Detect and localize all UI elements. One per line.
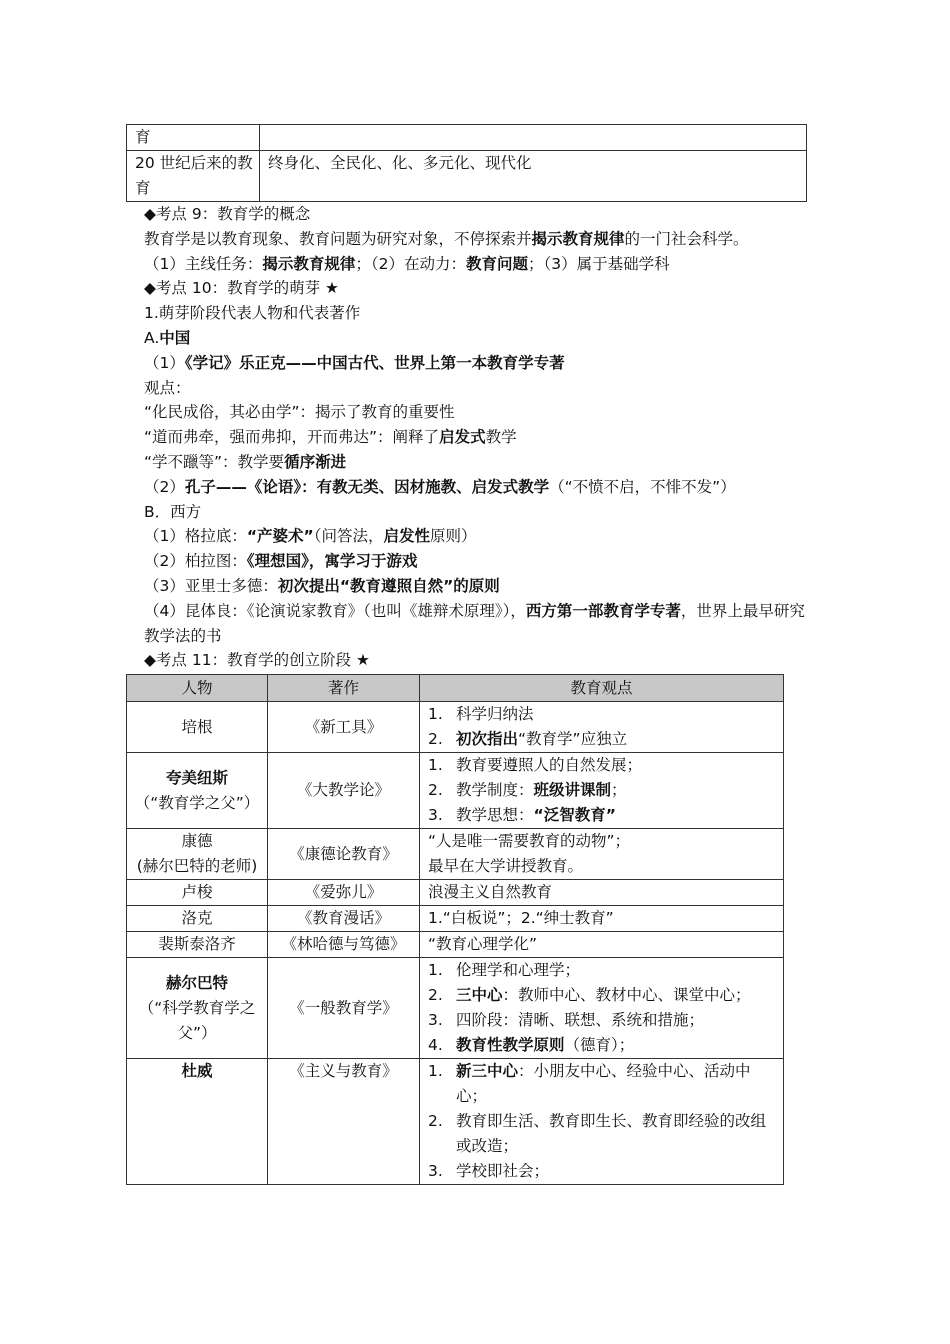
list-number: 1.	[428, 961, 443, 979]
text-run: ，世界上最早研究教学法的书	[144, 601, 805, 645]
table-row	[127, 906, 784, 932]
bold-text: 《理想国》，寓学习于游戏	[246, 552, 418, 571]
bold-text: 循序渐进	[284, 452, 347, 471]
text-run: “教育学”应独立	[518, 730, 628, 748]
list-item	[428, 803, 775, 828]
list-text	[456, 1059, 775, 1109]
bold-text: “泛智教育”	[533, 806, 616, 824]
list-text	[456, 803, 775, 828]
bold-text: 揭示教育规律	[262, 254, 356, 273]
text-run: （“不愤不启，不悱不发”）	[549, 477, 736, 496]
paragraph	[144, 574, 824, 599]
text-run: 原则）	[430, 527, 477, 546]
view-cell	[420, 1059, 784, 1185]
list-item	[428, 702, 775, 727]
person-cell	[127, 1059, 268, 1185]
list-item	[428, 1059, 775, 1109]
list-item	[428, 1109, 775, 1159]
view-cell: 浪漫主义自然教育	[420, 880, 784, 906]
table-row	[127, 880, 784, 906]
text-run: （2）柏拉图：	[144, 552, 247, 571]
list-number: 3.	[428, 1011, 443, 1029]
table-row	[127, 958, 784, 1059]
paragraph	[144, 475, 824, 500]
text-run: 教学	[485, 428, 517, 447]
section-heading: ◆考点 9：教育学的概念	[144, 205, 311, 223]
text-run: ；	[611, 781, 627, 799]
list-number: 1.	[428, 705, 443, 723]
text-run: （1）	[144, 353, 185, 372]
list-number: 2.	[428, 781, 443, 799]
table-cell: 育	[127, 125, 260, 151]
paragraph	[144, 252, 824, 277]
list-number: 2.	[428, 986, 443, 1004]
list-item	[428, 727, 775, 752]
text-run: （1）主线任务：	[144, 254, 263, 273]
bold-text: 中国	[159, 328, 191, 347]
table-header-row	[127, 675, 784, 702]
list-number: 3.	[428, 806, 443, 824]
view-cell: 1.“白板说”；2.“绅士教育”	[420, 906, 784, 932]
book-cell: 《教育漫话》	[268, 906, 420, 932]
bold-text: 三中心	[456, 986, 503, 1004]
text-run: （“教育学之父”）	[134, 793, 260, 812]
text-run: （“科学教育学之父”）	[138, 998, 256, 1042]
bold-text: 新三中心	[456, 1062, 519, 1080]
bold-text: 揭示教育规律	[531, 229, 625, 248]
paragraph	[144, 227, 824, 252]
bold-text: 《学记》乐正克——中国古代、世界上第一本教育学专著	[184, 353, 565, 372]
text-run: 教育学是以教育现象、教育问题为研究对象，不停探索并	[144, 229, 532, 248]
list-text	[456, 778, 775, 803]
column-header: 著作	[268, 675, 420, 702]
text-run: （德育）；	[564, 1036, 635, 1054]
bold-text: 启发式	[439, 428, 486, 447]
list-item	[428, 1159, 775, 1184]
book-cell: 《主义与教育》	[268, 1059, 420, 1185]
book-cell: 《一般教育学》	[268, 958, 420, 1059]
bold-text: 孔子——《论语》：有教无类、因材施教、启发式教学	[184, 477, 550, 496]
text-run: ；（2）在动力：	[355, 254, 467, 273]
text-run: “道而弗牵，强而弗抑，开而弗达”：阐释了	[144, 428, 440, 447]
text-run: ；（3）属于基础学科	[528, 254, 670, 273]
person-cell	[127, 753, 268, 829]
text-run: A.	[144, 328, 160, 347]
list-number: 2.	[428, 1112, 443, 1130]
list-text	[456, 1033, 775, 1058]
view-cell	[420, 829, 784, 880]
text-run: ：小朋友中心、经验中心、活动中心；	[456, 1062, 751, 1105]
paragraph	[144, 351, 824, 376]
list-text	[456, 983, 775, 1008]
body-text	[144, 202, 824, 673]
list-number: 2.	[428, 730, 443, 748]
text-run: （1）格拉底：	[144, 527, 247, 546]
table-row	[127, 829, 784, 880]
list-text: 学校即社会；	[456, 1162, 550, 1180]
bold-text: 西方第一部教育学专著	[525, 601, 681, 620]
paragraph	[144, 425, 824, 450]
list-number: 1.	[428, 756, 443, 774]
person-cell: 卢梭	[127, 880, 268, 906]
book-cell: 《爱弥儿》	[268, 880, 420, 906]
table-row	[127, 932, 784, 958]
table-row	[127, 1059, 784, 1185]
text-run: “学不躐等”：教学要	[144, 452, 285, 471]
table-cell: 20 世纪后来的教育	[127, 151, 260, 202]
section-heading: ◆考点 11：教育学的创立阶段 ★	[144, 651, 370, 670]
book-cell: 《大教学论》	[268, 753, 420, 829]
view-cell	[420, 958, 784, 1059]
book-cell: 《林哈德与笃德》	[268, 932, 420, 958]
list-item	[428, 1008, 775, 1033]
founders-table	[126, 674, 784, 1185]
paragraph	[144, 450, 824, 475]
text-run: 康德	[181, 832, 213, 850]
paragraph	[144, 524, 824, 549]
person-cell: 洛克	[127, 906, 268, 932]
text-run: 教学思想：	[456, 806, 534, 824]
paragraph	[144, 549, 824, 574]
table-cell: 终身化、全民化、化、多元化、现代化	[260, 151, 807, 202]
subheading: 1.萌芽阶段代表人物和代表著作	[144, 304, 361, 323]
view-cell	[420, 702, 784, 753]
text-run: （4）昆体良：《论演说家教育》（也叫《雄辩术原理》），	[144, 601, 526, 620]
list-item	[428, 983, 775, 1008]
paragraph	[144, 599, 809, 649]
subheading	[144, 326, 824, 351]
column-header: 教育观点	[420, 675, 784, 702]
subheading: B．西方	[144, 502, 202, 521]
section-heading: ◆考点 10：教育学的萌芽 ★	[144, 279, 339, 298]
list-text	[456, 727, 775, 752]
bold-text: 班级讲课制	[533, 781, 612, 799]
person-cell	[127, 829, 268, 880]
bold-text: 初次指出	[456, 730, 519, 748]
table-row	[127, 702, 784, 753]
list-number: 3.	[428, 1162, 443, 1180]
table-row	[127, 753, 784, 829]
person-cell: 培根	[127, 702, 268, 753]
table-cell	[260, 125, 807, 151]
bold-text: 教育问题	[466, 254, 529, 273]
person-cell: 裴斯泰洛齐	[127, 932, 268, 958]
bold-text: 夸美纽斯	[165, 768, 228, 787]
bold-text: 赫尔巴特	[165, 973, 228, 992]
list-item	[428, 753, 775, 778]
list-text: 教育要遵照人的自然发展；	[456, 756, 643, 774]
list-text: 教育即生活、教育即生长、教育即经验的改组或改造；	[456, 1112, 767, 1155]
bold-text: 教育性教学原则	[456, 1036, 565, 1054]
column-header: 人物	[127, 675, 268, 702]
table-row	[127, 125, 807, 151]
list-text: 伦理学和心理学；	[456, 961, 581, 979]
list-text: 四阶段：清晰、联想、系统和措施；	[456, 1011, 705, 1029]
text-run: （3）亚里士多德：	[144, 576, 278, 595]
view-cell	[420, 753, 784, 829]
text-run: （问答法，	[313, 527, 384, 546]
bold-text: 杜威	[181, 1062, 213, 1080]
person-cell	[127, 958, 268, 1059]
text-run: 教学制度：	[456, 781, 534, 799]
bold-text: 启发性	[383, 527, 431, 546]
list-item	[428, 778, 775, 803]
list-item	[428, 1033, 775, 1058]
paragraph: 观点：	[144, 378, 191, 397]
view-line: 最早在大学讲授教育。	[428, 857, 584, 875]
paragraph: “化民成俗，其必由学”：揭示了教育的重要性	[144, 403, 455, 422]
list-number: 1.	[428, 1062, 443, 1080]
trend-table	[126, 124, 807, 202]
text-run: 的一门社会科学。	[624, 229, 749, 248]
table-row	[127, 151, 807, 202]
bold-text: 初次提出“教育遵照自然”的原则	[277, 576, 500, 595]
list-text: 科学归纳法	[456, 705, 534, 723]
bold-text: “产婆术”	[246, 527, 314, 546]
text-run: ：教师中心、教材中心、课堂中心；	[502, 986, 751, 1004]
list-item	[428, 958, 775, 983]
text-run: (赫尔巴特的老师)	[136, 857, 258, 875]
text-run: （2）	[144, 477, 185, 496]
list-number: 4.	[428, 1036, 443, 1054]
view-cell: “教育心理学化”	[420, 932, 784, 958]
book-cell: 《新工具》	[268, 702, 420, 753]
view-line: “人是唯一需要教育的动物”；	[428, 832, 631, 850]
book-cell: 《康德论教育》	[268, 829, 420, 880]
